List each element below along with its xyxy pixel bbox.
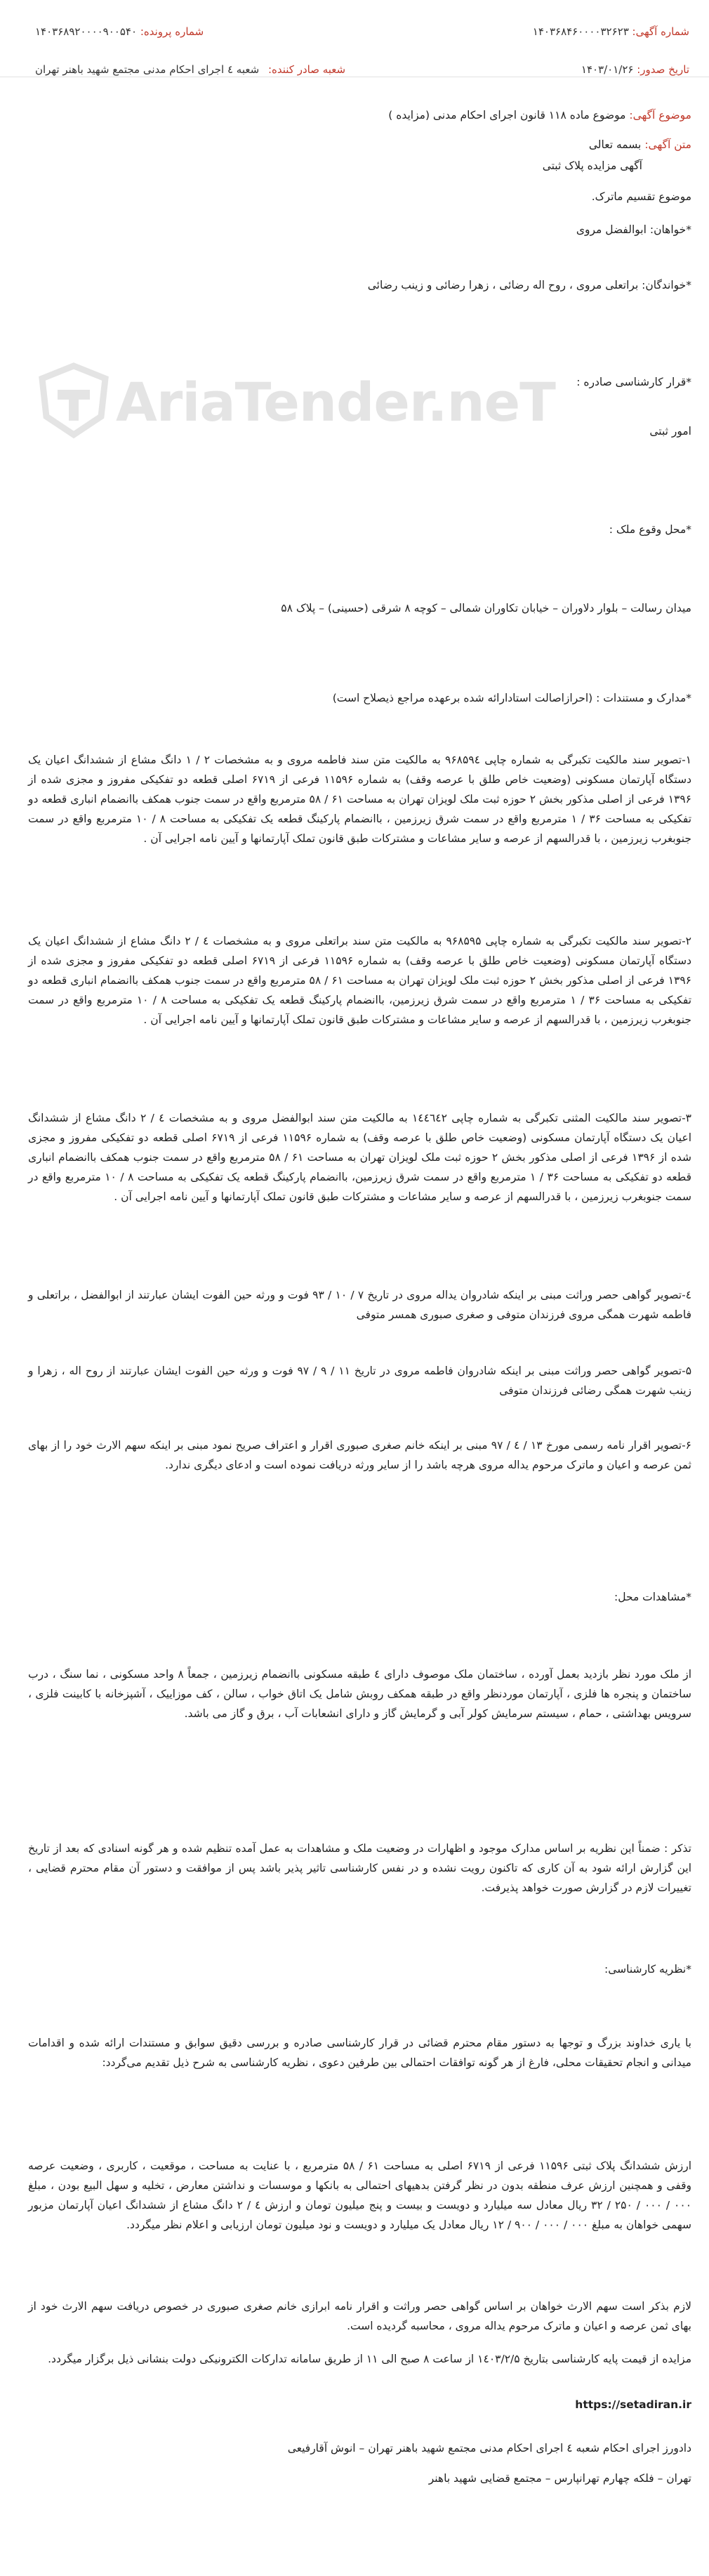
expert-opinion-title: *نظریه کارشناسی: <box>604 1963 691 1976</box>
issuing-branch: شعبه ٤ اجرای احکام مدنی مجتمع شهید باهنر تهران <box>35 63 260 76</box>
property-location-title: *محل وقوع ملک : <box>609 523 691 536</box>
document-item-1: ۱-تصویر سند مالکیت تکبرگی به شماره چاپی ۹۶۸۵۹٤ به مالکیت متن سند فاطمه مروی و به مشخصات ۲ / ۱ دانگ مشاع از ششدانگ اعیان یک دستگاه آپارتمان مسکونی (وضعیت خاص طلق با عرصه وقف) به شماره ۱۱۵۹۶ فرعی از ۶۷۱۹ اصلی قطعه دو تفکیکی مفروز و مجزی شده از ۱۳۹۶ فرعی از اصلی مذکور بخش ۲ حوزه ثبت ملک لویزان تهران به مساحت ۶۱ / ۵۸ مترمربع واقع در سمت جنوب همکف باانضمام انباری قطعه دو تفکیکی به مساحت ۳۶ / ۱ مترمربع واقع در سمت شرق زیرزمین ، باانضمام پارکینگ قطعه یک تفکیکی به مساحت ۸ / ۱۰ مترمربع واقع در سمت جنوبغرب زیرزمین ، با قدرالسهم از عرصه و سایر مشاعات و مشترکات طبق قانون تملک آپارتمانها و آیین نامه اجرایی آن . <box>28 754 692 845</box>
observations-title: *مشاهدات محل: <box>614 1591 691 1603</box>
subject-label: موضوع آگهی: <box>629 109 691 121</box>
intro-line2: آگهی مزایده پلاک ثبتی <box>542 159 642 172</box>
watermark-text: AriaTender.neT <box>116 371 555 433</box>
observations-text: از ملک مورد نظر بازدید بعمل آورده ، ساختمان ملک موصوف دارای ٤ طبقه مسکونی باانضمام زیرزمین ، جمعاً ۸ واحد مسکونی ، نما سنگ ، درب ساختمان و پنجره ها فلزی ، آپارتمان موردنظر واقع در طبقه همکف روبش شامل یک اتاق خواب ، سالن ، کف موزاییک ، آشپزخانه با کابینت فلزی ، سرویس بهداشتی ، حمام ، سیستم سرمایش کولر آبی و گرمایش گاز و دارای انشعابات آب ، برق و گاز می باشد. <box>28 1668 692 1720</box>
document-item-3: ۳-تصویر سند مالکیت المثنی تکبرگی به شماره چاپی ۱٤٤٦٤۲ به مالکیت متن سند ابوالفضل مروی و به مشخصات ٤ / ۲ دانگ مشاع از ششدانگ اعیان یک دستگاه آپارتمان مسکونی (وضعیت خاص طلق با عرصه وقف) به شماره ۱۱۵۹۶ فرعی از ۶۷۱۹ اصلی قطعه دو تفکیکی مفروز و مجزی شده از ۱۳۹۶ فرعی از اصلی مذکور بخش ۲ حوزه ثبت ملک لویزان تهران به مساحت ۶۱ / ۵۸ مترمربع واقع در سمت جنوب همکف باانضمام انباری قطعه دو تفکیکی به مساحت ۳۶ / ۱ مترمربع واقع در سمت شرق زیرزمین، باانضمام پارکینگ قطعه یک تفکیکی به مساحت ۸ / ۱۰ مترمربع واقع در سمت جنوبغرب زیرزمین ، با قدرالسهم از عرصه و سایر مشاعات و مشترکات طبق قانون تملک آپارتمانها و آیین نامه اجرایی آن . <box>28 1112 692 1203</box>
heirs-note: لازم بذکر است سهم الارث خواهان بر اساس گواهی حصر وراثت و اقرار نامه ابرازی خانم صغری صبوری در خصوص دریافت سهم الارث خود از بهای ثمن عرصه و اعیان و ماترک مرحوم یداله مروی ، محاسبه گردیده است. <box>28 2300 691 2332</box>
footer-address: تهران – فلکه چهارم تهرانپارس – مجتمع قضایی شهید باهنر <box>428 2472 691 2485</box>
document-item-6: ۶-تصویر اقرار نامه رسمی مورخ ۱۳ / ٤ / ۹۷ مبنی بر اینکه خانم صغری صبوری اقرار و اعتراف صریح نمود مبنی بر اینکه سهم الارث خود را از بهای ثمن عرصه و اعیان و ماترک مرحوم یداله مروی هرچه باشد را از سایر ورثه دریافت نموده است و ادعای دیگری ندارد. <box>28 1439 691 1471</box>
expert-note: تذکر : ضمناً این نظریه بر اساس مدارک موجود و اظهارات در وضعیت ملک و مشاهدات به عمل آمده تنظیم شده و هر گونه اسنادی که بعد از تاریخ این گزارش ارائه شود به آن کاری که تاکنون رویت نشده و در نفس کارشناسی تاثیر پذیر باشد پس از موافقت و دستور آن مقام محترم قضایی ، تغییرات لازم در گزارش صورت خواهد پذیرفت. <box>28 1842 691 1894</box>
case-number-row <box>35 25 204 38</box>
ad-number-label: شماره آگهی: <box>632 25 689 38</box>
issue-date-row <box>581 63 689 76</box>
footer-officer: دادورز اجرای احکام شعبه ٤ اجرای احکام مدنی مجتمع شهید باهنر تهران – انوش آقارفیعی <box>287 2442 691 2455</box>
intro-line1: بسمه تعالی <box>588 138 642 151</box>
plaintiff: *خواهان: ابوالفضل مروی <box>576 223 691 236</box>
text-line <box>28 135 691 155</box>
document-item-4: ٤-تصویر گواهی حصر وراثت مبنی بر اینکه شادروان یداله مروی در تاریخ ۷ / ۱۰ / ۹۳ فوت و ورثه حین الفوت ایشان عبارتند از ابوالفضل ، براتعلی و فاطمه شهرت همگی مروی فرزندان متوفی و صغری صبوری همسر متوفی <box>28 1289 692 1321</box>
case-number-label: شماره پرونده: <box>140 25 204 38</box>
case-number: ۱۴۰۳۶۸۹۲۰۰۰۰۹۰۰۵۴۰ <box>35 25 138 38</box>
text-label: متن آگهی: <box>644 138 691 151</box>
ad-number-row <box>533 25 689 38</box>
property-location-value: میدان رسالت – بلوار دلاوران – خیابان تکاوران شمالی – کوچه ۸ شرقی (حسینی) – پلاک ۵۸ <box>281 602 691 615</box>
issue-date: ۱۴۰۳/۰۱/۲۶ <box>581 63 634 76</box>
expert-report-title: *قرار کارشناسی صادره : <box>576 376 691 388</box>
subject-line <box>28 105 691 125</box>
intro-line3: موضوع تقسیم ماترک. <box>591 190 691 203</box>
ad-header <box>0 0 709 77</box>
issuing-branch-row <box>35 63 345 76</box>
issuing-branch-label: شعبه صادر کننده: <box>267 63 346 76</box>
valuation-text: ارزش ششدانگ پلاک ثبتی ۱۱۵۹۶ فرعی از ۶۷۱۹ اصلی به مساحت ۶۱ / ۵۸ مترمربع ، با عنایت به مساحت ، موقعیت ، کاربری ، وضعیت عرصه وقفی و همچنین ارزش عرف منطقه بدون در نظر گرفتن بدهیهای احتمالی به بانکها و موسسات و نداشتن معارض ، تخلیه و سهل البیع بودن ، مبلغ ۰۰۰ / ۰۰۰ / ۲۵۰ / ۳۲ ریال معادل سه میلیارد و دویست و بیست و پنج میلیون تومان و ارزش ٤ / ۲ دانگ مشاع از ششدانگ اعیان آپارتمان مزبور سهمی خواهان به مبلغ ۰۰۰ / ۰۰۰ / ۹۰۰ / ۱۲ ریال معادل یک میلیارد و دویست و نود میلیون تومان ارزیابی و اعلام نظر میگردد. <box>28 2160 692 2231</box>
issue-date-label: تاریخ صدور: <box>637 63 689 76</box>
subject-text: موضوع ماده ۱۱۸ قانون اجرای احکام مدنی (مزایده ) <box>388 109 626 121</box>
document-item-2: ۲-تصویر سند مالکیت تکبرگی به شماره چاپی ۹۶۸۵۹۵ به مالکیت متن سند براتعلی مروی و به مشخصات ٤ / ۲ دانگ مشاع از ششدانگ اعیان یک دستگاه آپارتمان مسکونی (وضعیت خاص طلق با عرصه وقف) به شماره ۱۱۵۹۶ فرعی از ۶۷۱۹ اصلی قطعه دو تفکیکی مفروز و مجزی شده از ۱۳۹۶ فرعی از اصلی مذکور بخش ۲ حوزه ثبت ملک لویزان تهران به مساحت ۶۱ / ۵۸ مترمربع واقع در سمت جنوب همکف باانضمام انباری قطعه دو تفکیکی به مساحت ۳۶ / ۱ مترمربع واقع در سمت شرق زیرزمین، باانضمام پارکینگ قطعه یک تفکیکی به مساحت ۸ / ۱۰ مترمربع واقع در سمت جنوبغرب زیرزمین ، با قدرالسهم از عرصه و سایر مشاعات و مشترکات طبق قانون تملک آپارتمانها و آیین نامه اجرایی آن . <box>28 935 692 1026</box>
documents-title: *مدارک و مستندات : (احرازاصالت استادارائه شده برعهده مراجع ذیصلاح است) <box>332 692 691 704</box>
defendants: *خواندگان: براتعلی مروی ، روح اله رضائی ، زهرا رضائی و زینب رضائی <box>367 279 691 291</box>
document-item-5: ۵-تصویر گواهی حصر وراثت مبنی بر اینکه شادروان فاطمه مروی در تاریخ ۱۱ / ۹ / ۹۷ فوت و ورثه حین الفوت ایشان عبارتند از روح اله ، زهرا و زینب شهرت همگی رضائی فرزندان متوفی <box>28 1365 692 1397</box>
expert-opinion-intro: با یاری خداوند بزرگ و توجها به دستور مقام محترم قضائی در قرار کارشناسی صادره و بررسی دقیق سوابق و مستندات ارائه شده و اقدامات میدانی و انجام تحقیقات محلی، فارغ از هر گونه توافقات احتمالی بین طرفین دعوی ، نظریه کارشناسی به شرح ذیل تقدیم می‌گردد: <box>28 2037 691 2069</box>
expert-report-value: امور ثبتی <box>649 425 691 438</box>
ad-number: ۱۴۰۳۶۸۴۶۰۰۰۰۳۲۶۲۳ <box>532 25 629 38</box>
setad-website-link[interactable]: https://setadiran.ir <box>575 2398 691 2411</box>
auction-info: مزایده از قیمت پایه کارشناسی بتاریخ ۱٤۰۳/۲/۵ از ساعت ۸ صبح الی ۱۱ از طریق سامانه تدارکات الکترونیکی دولت بنشانی ذیل برگزار میگردد. <box>48 2353 691 2365</box>
